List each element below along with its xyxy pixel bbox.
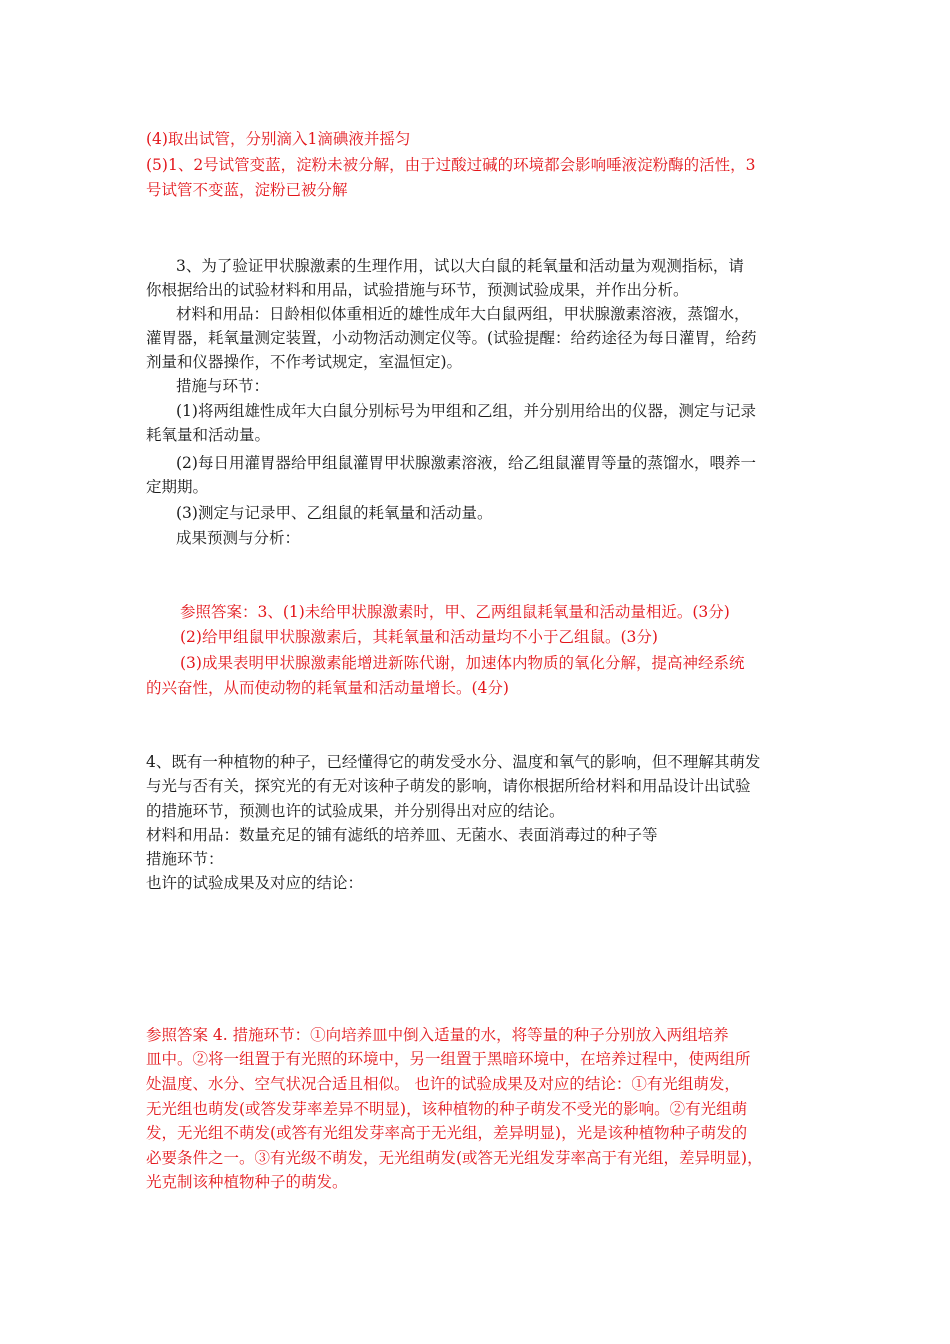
question-3-line: (2)每日用灌胃器给甲组鼠灌胃甲状腺激素溶液，给乙组鼠灌胃等量的蒸馏水，喂养一 — [176, 454, 756, 472]
question-4-answer-line: 发，无光组不萌发(或答有光组发芽率高于无光组，差异明显)，光是该种植物种子萌发的 — [146, 1124, 748, 1142]
question-4-answer-line: 皿中。②将一组置于有光照的环境中，另一组置于黑暗环境中，在培养过程中，使两组所 — [146, 1050, 751, 1068]
answer-line: (4)取出试管，分别滴入1滴碘液并摇匀 — [146, 130, 411, 148]
question-4-line: 措施环节： — [146, 850, 224, 868]
answer-line: (5)1、2号试管变蓝，淀粉未被分解，由于过酸过碱的环境都会影响唾液淀粉酶的活性，3 — [146, 156, 756, 174]
question-3-line: (1)将两组雄性成年大白鼠分别标号为甲组和乙组，并分别用给出的仪器，测定与记录 — [176, 402, 756, 420]
question-4-answer-line: 处温度、水分、空气状况合适且相似。 也许的试验成果及对应的结论：①有光组萌发， — [146, 1075, 740, 1093]
question-4-line: 与光与否有关，探究光的有无对该种子萌发的影响，请你根据所给材料和用品设计出试验 — [146, 777, 751, 795]
question-3-line: 材料和用品：日龄相似体重相近的雄性成年大白鼠两组，甲状腺激素溶液，蒸馏水， — [176, 305, 750, 323]
question-4-line: 材料和用品：数量充足的铺有滤纸的培养皿、无菌水、表面消毒过的种子等 — [146, 826, 658, 844]
question-4-line: 4、既有一种植物的种子，已经懂得它的萌发受水分、温度和氧气的影响，但不理解其萌发 — [146, 753, 761, 771]
question-3-line: 灌胃器，耗氧量测定装置，小动物活动测定仪等。(试验提醒：给药途径为每日灌胃，给药 — [146, 329, 757, 347]
question-3-answer-line: 的兴奋性，从而使动物的耗氧量和活动量增长。(4分) — [146, 679, 509, 697]
question-3-line: 措施与环节： — [176, 377, 270, 395]
question-3-line: 3、为了验证甲状腺激素的生理作用，试以大白鼠的耗氧量和活动量为观测指标，请 — [176, 257, 744, 275]
answer-line: 号试管不变蓝，淀粉已被分解 — [146, 181, 348, 199]
question-4-answer-line: 参照答案 4. 措施环节：①向培养皿中倒入适量的水，将等量的种子分别放入两组培养 — [146, 1026, 729, 1044]
question-4-line: 也许的试验成果及对应的结论： — [146, 874, 364, 892]
question-3-answer-line: (3)成果表明甲状腺激素能增进新陈代谢，加速体内物质的氧化分解，提高神经系统 — [180, 654, 745, 672]
question-4-answer-line: 无光组也萌发(或答发芽率差异不明显)，该种植物的种子萌发不受光的影响。②有光组萌 — [146, 1100, 748, 1118]
question-4-line: 的措施环节，预测也许的试验成果，并分别得出对应的结论。 — [146, 802, 565, 820]
question-3-line: 定期期。 — [146, 478, 209, 496]
question-3-line: 成果预测与分析： — [176, 529, 301, 547]
question-3-line: 耗氧量和活动量。 — [146, 426, 271, 444]
question-4-answer-line: 必要条件之一。③有光级不萌发，无光组萌发(或答无光组发芽率高于有光组，差异明显)， — [146, 1149, 763, 1167]
question-3-answer-line: 参照答案：3、(1)未给甲状腺激素时，甲、乙两组鼠耗氧量和活动量相近。(3分) — [180, 603, 730, 621]
question-3-line: (3)测定与记录甲、乙组鼠的耗氧量和活动量。 — [176, 504, 493, 522]
question-3-line: 你根据给出的试验材料和用品，试验措施与环节，预测试验成果，并作出分析。 — [146, 281, 689, 299]
question-4-answer-line: 光克制该种植物种子的萌发。 — [146, 1173, 348, 1191]
question-3-line: 剂量和仪器操作，不作考试规定，室温恒定)。 — [146, 353, 463, 371]
question-3-answer-line: (2)给甲组鼠甲状腺激素后，其耗氧量和活动量均不小于乙组鼠。(3分) — [180, 628, 658, 646]
